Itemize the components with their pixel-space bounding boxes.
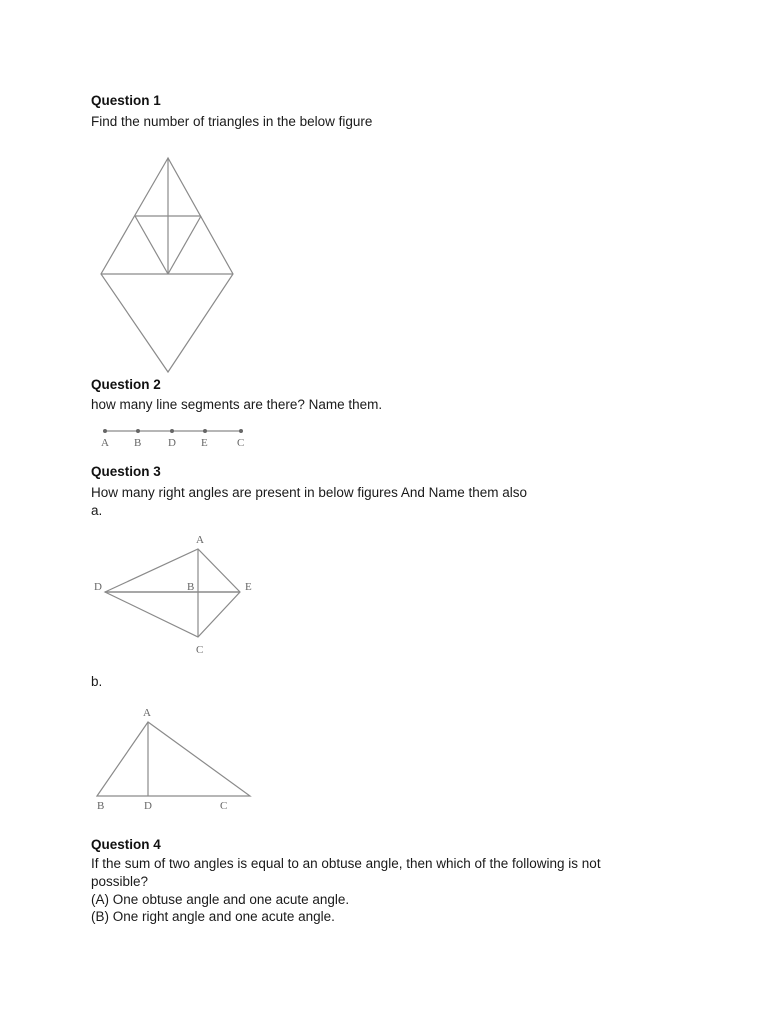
question-3-part-a: a.: [91, 503, 103, 518]
triangle-label-c: C: [220, 800, 228, 812]
question-2-title: Question 2: [91, 377, 161, 392]
point-b-dot: [136, 429, 140, 433]
triangle-label-a: A: [143, 707, 151, 719]
point-c-label: C: [237, 437, 245, 449]
question-1-title: Question 1: [91, 93, 161, 108]
point-c-dot: [239, 429, 243, 433]
question-1-text: Find the number of triangles in the below figure: [91, 114, 373, 129]
kite-label-b: B: [187, 581, 195, 593]
point-e-label: E: [201, 437, 208, 449]
kite-label-d: D: [94, 581, 102, 593]
triangle-label-b: B: [97, 800, 105, 812]
question-4-option-b: (B) One right angle and one acute angle.: [91, 909, 335, 924]
figure-inner-right: [168, 216, 201, 274]
question-2-text: how many line segments are there? Name them.: [91, 397, 383, 412]
kite-label-a: A: [196, 534, 204, 546]
point-b-label: B: [134, 437, 142, 449]
triangle-outline: [97, 722, 250, 796]
question-3-part-b: b.: [91, 674, 103, 689]
point-d-dot: [170, 429, 174, 433]
kite-figure: [90, 530, 290, 660]
question-3-text: How many right angles are present in below figures And Name them also: [91, 485, 527, 500]
point-a-dot: [103, 429, 107, 433]
question-4-text-line2: possible?: [91, 874, 149, 889]
question-3-title: Question 3: [91, 464, 161, 479]
kite-outline: [105, 549, 240, 637]
question-1-figure: [101, 158, 233, 372]
right-triangle-figure: [90, 703, 270, 818]
question-4-title: Question 4: [91, 837, 161, 852]
question-4-text-line1: If the sum of two angles is equal to an obtuse angle, then which of the following is not: [91, 856, 601, 871]
triangle-label-d: D: [144, 800, 152, 812]
kite-label-e: E: [245, 581, 252, 593]
point-d-label: D: [168, 437, 176, 449]
point-a-label: A: [101, 437, 109, 449]
point-e-dot: [203, 429, 207, 433]
kite-label-c: C: [196, 644, 204, 656]
figure-inner-left: [135, 216, 168, 274]
question-4-option-a: (A) One obtuse angle and one acute angle.: [91, 892, 350, 907]
figure-outline: [101, 158, 233, 372]
line-segment-figure: [95, 424, 265, 454]
